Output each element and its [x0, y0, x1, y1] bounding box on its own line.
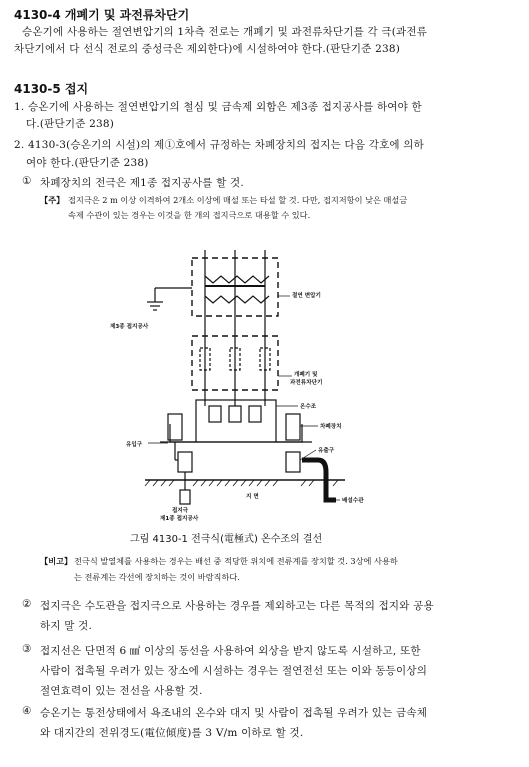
item1-line2: 다.(판단기준 238) — [26, 118, 115, 130]
label-ground-surface: 지 면 — [246, 494, 259, 500]
label-ground3: 제3종 접지공사 — [110, 324, 149, 330]
sub1-text: 차폐장치의 전극은 제1종 접지공사를 할 것. — [40, 177, 244, 189]
label-electrode1: 접지극 — [172, 508, 189, 514]
section-4130-5-heading: 4130-5 접지 — [14, 82, 89, 96]
item1-line1: 1. 승온기에 사용하는 절연변압기의 철심 및 금속제 외함은 제3종 접지공사를 하여야 한 — [14, 101, 422, 113]
item-3-line3: 절연효력이 있는 전선을 사용할 것. — [40, 685, 203, 697]
item-2-line2: 하지 말 것. — [40, 620, 92, 632]
item-4-line1: 승온기는 통전상태에서 욕조내의 온수와 대지 및 사람이 접촉될 우려가 있는 금속체 — [40, 707, 428, 719]
section-4130-4-heading: 4130-4 개폐기 및 과전류차단기 — [14, 8, 190, 22]
section-4130-4-line2: 차단기에서 다 선식 전로의 중성극은 제외한다)에 시설하여야 한다.(판단기준 238) — [14, 43, 401, 55]
item-3-line2: 사람이 접촉될 우려가 있는 장소에 시설하는 경우는 절연전선 또는 이와 동등이상의 — [40, 665, 428, 677]
remark-line1: 전극식 발열체를 사용하는 경우는 배선 중 적당한 위치에 전류계를 장치할 것. 3상에 사용하 — [74, 556, 398, 566]
label-tank: 온수조 — [300, 404, 317, 410]
label-shield: 차폐장치 — [320, 424, 342, 430]
sub1-marker: ① — [22, 175, 32, 187]
item-2-marker: ② — [22, 598, 32, 610]
figure-caption: 그림 4130-1 전극식(電極式) 온수조의 결선 — [130, 534, 323, 545]
note-marker: 【주】 — [40, 195, 65, 205]
label-insulator2: 유출구 — [318, 448, 335, 454]
item-2-line1: 접지극은 수도관을 접지극으로 사용하는 경우를 제외하고는 다른 목적의 접지와 공용 — [40, 600, 434, 612]
section-4130-4-line1: 승온기에 사용하는 절연변압기의 1차측 전로는 개폐기 및 과전류차단기를 각 극(과전류 — [22, 26, 428, 38]
note-line2: 속제 수관이 있는 경우는 이것을 한 개의 접지극으로 대용할 수 있다. — [68, 210, 311, 220]
item-4-line2: 와 대지간의 전위경도(電位傾度)를 3 V/m 이하로 할 것. — [40, 727, 304, 739]
note-line1: 접지극은 2 m 이상 이격하여 2개소 이상에 매설 또는 타설 할 것. 다만, 접지저항이 낮은 매설금 — [68, 195, 408, 205]
label-electrode2: 제1종 접지공사 — [160, 516, 199, 522]
item-3-line1: 접지선은 단면적 6 ㎟ 이상의 동선을 사용하여 외상을 받지 않도록 시설하고, 또한 — [40, 645, 421, 657]
label-switch: 개폐기 및 — [294, 372, 318, 378]
label-pipe: 배설수관 — [342, 498, 364, 504]
wiring-diagram — [0, 228, 529, 528]
remark-line2: 는 전류계는 각선에 장치하는 것이 바람직하다. — [74, 572, 240, 582]
item2-line1: 2. 4130-3(승온기의 시설)의 제①호에서 규정하는 차폐장치의 접지는 다음 각호에 의하 — [14, 139, 424, 151]
remark-marker: 【비고】 — [40, 556, 73, 566]
item2-line2: 여야 한다.(판단기준 238) — [26, 157, 149, 169]
label-insulator1: 유입구 — [126, 442, 143, 448]
label-transformer: 절연 변압기 — [292, 293, 321, 299]
item-3-marker: ③ — [22, 643, 32, 655]
label-switch2: 과전류차단기 — [290, 380, 323, 386]
item-4-marker: ④ — [22, 705, 32, 717]
